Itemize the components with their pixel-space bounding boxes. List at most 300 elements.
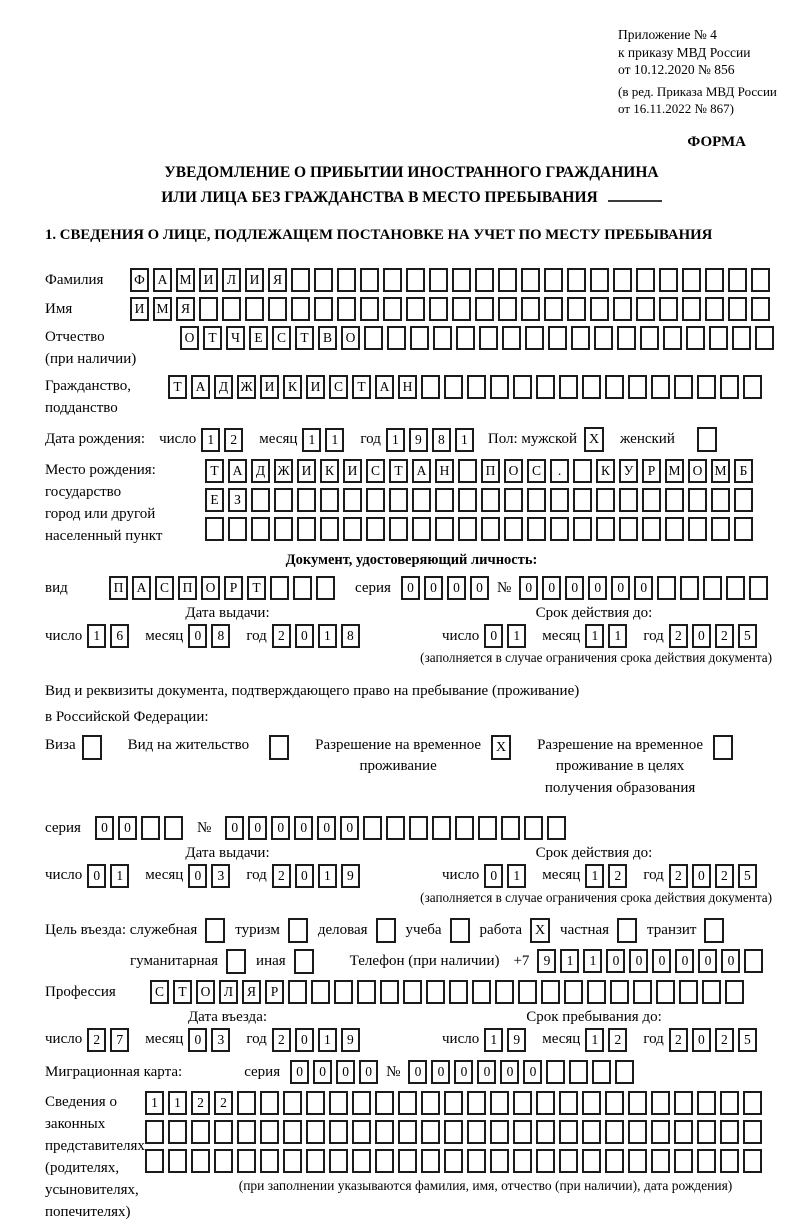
- char-cell[interactable]: [743, 1091, 762, 1115]
- birth-day-cells[interactable]: [201, 428, 247, 452]
- char-cell[interactable]: 1: [318, 864, 337, 888]
- representatives-row2-cells[interactable]: [145, 1120, 766, 1144]
- doc-issue-month-cells[interactable]: [188, 624, 234, 648]
- char-cell[interactable]: [697, 1120, 716, 1144]
- char-cell[interactable]: [628, 1120, 647, 1144]
- char-cell[interactable]: [619, 488, 638, 512]
- char-cell[interactable]: [659, 297, 678, 321]
- char-cell[interactable]: [513, 1149, 532, 1173]
- doc-issue-day-cells[interactable]: [87, 624, 133, 648]
- char-cell[interactable]: Я: [268, 268, 287, 292]
- char-cell[interactable]: [306, 1149, 325, 1173]
- char-cell[interactable]: 0: [692, 864, 711, 888]
- birth-year-cells[interactable]: [386, 428, 478, 452]
- char-cell[interactable]: 1: [318, 1028, 337, 1052]
- char-cell[interactable]: [251, 488, 270, 512]
- char-cell[interactable]: [559, 375, 578, 399]
- char-cell[interactable]: [481, 488, 500, 512]
- char-cell[interactable]: 0: [606, 949, 625, 973]
- char-cell[interactable]: [596, 517, 615, 541]
- char-cell[interactable]: О: [341, 326, 360, 350]
- char-cell[interactable]: [559, 1120, 578, 1144]
- char-cell[interactable]: [573, 488, 592, 512]
- char-cell[interactable]: [518, 980, 537, 1004]
- char-cell[interactable]: 1: [507, 864, 526, 888]
- char-cell[interactable]: [726, 576, 745, 600]
- representatives-row3-cells[interactable]: [145, 1149, 766, 1173]
- char-cell[interactable]: 6: [110, 624, 129, 648]
- char-cell[interactable]: [475, 268, 494, 292]
- char-cell[interactable]: [628, 375, 647, 399]
- char-cell[interactable]: [501, 816, 520, 840]
- char-cell[interactable]: М: [665, 459, 684, 483]
- char-cell[interactable]: [306, 1091, 325, 1115]
- char-cell[interactable]: М: [153, 297, 172, 321]
- char-cell[interactable]: [590, 297, 609, 321]
- citizenship-cells[interactable]: [168, 375, 766, 399]
- char-cell[interactable]: [582, 1149, 601, 1173]
- char-cell[interactable]: Е: [205, 488, 224, 512]
- char-cell[interactable]: П: [481, 459, 500, 483]
- char-cell[interactable]: 2: [669, 624, 688, 648]
- char-cell[interactable]: 0: [484, 864, 503, 888]
- char-cell[interactable]: [674, 1120, 693, 1144]
- char-cell[interactable]: [329, 1091, 348, 1115]
- surname-cells[interactable]: [130, 268, 774, 292]
- char-cell[interactable]: [590, 268, 609, 292]
- char-cell[interactable]: [504, 488, 523, 512]
- char-cell[interactable]: [449, 980, 468, 1004]
- patronymic-cells[interactable]: [180, 326, 778, 350]
- char-cell[interactable]: 1: [560, 949, 579, 973]
- char-cell[interactable]: [663, 326, 682, 350]
- char-cell[interactable]: У: [619, 459, 638, 483]
- char-cell[interactable]: 2: [669, 1028, 688, 1052]
- char-cell[interactable]: [573, 459, 592, 483]
- char-cell[interactable]: [525, 326, 544, 350]
- char-cell[interactable]: Т: [205, 459, 224, 483]
- char-cell[interactable]: [228, 517, 247, 541]
- char-cell[interactable]: [613, 268, 632, 292]
- char-cell[interactable]: [329, 1149, 348, 1173]
- char-cell[interactable]: [521, 297, 540, 321]
- char-cell[interactable]: П: [178, 576, 197, 600]
- char-cell[interactable]: [728, 297, 747, 321]
- char-cell[interactable]: 0: [470, 576, 489, 600]
- char-cell[interactable]: [702, 980, 721, 1004]
- residence-number-cells[interactable]: [225, 816, 570, 840]
- char-cell[interactable]: [403, 980, 422, 1004]
- char-cell[interactable]: А: [191, 375, 210, 399]
- char-cell[interactable]: [605, 1149, 624, 1173]
- char-cell[interactable]: [288, 980, 307, 1004]
- char-cell[interactable]: [504, 517, 523, 541]
- char-cell[interactable]: 0: [484, 624, 503, 648]
- char-cell[interactable]: 0: [225, 816, 244, 840]
- char-cell[interactable]: [490, 1120, 509, 1144]
- char-cell[interactable]: А: [375, 375, 394, 399]
- char-cell[interactable]: [314, 297, 333, 321]
- residence-expiry-year-cells[interactable]: [669, 864, 761, 888]
- purpose-private-checkbox[interactable]: [617, 918, 637, 943]
- char-cell[interactable]: [444, 1091, 463, 1115]
- char-cell[interactable]: [734, 517, 753, 541]
- char-cell[interactable]: 1: [318, 624, 337, 648]
- char-cell[interactable]: 2: [191, 1091, 210, 1115]
- char-cell[interactable]: С: [150, 980, 169, 1004]
- char-cell[interactable]: [412, 517, 431, 541]
- purpose-work-checkbox[interactable]: X: [530, 918, 550, 943]
- char-cell[interactable]: [613, 297, 632, 321]
- char-cell[interactable]: [432, 816, 451, 840]
- char-cell[interactable]: 0: [634, 576, 653, 600]
- char-cell[interactable]: [410, 326, 429, 350]
- residence-issue-month-cells[interactable]: [188, 864, 234, 888]
- char-cell[interactable]: И: [297, 459, 316, 483]
- char-cell[interactable]: 0: [500, 1060, 519, 1084]
- char-cell[interactable]: [421, 1149, 440, 1173]
- char-cell[interactable]: [567, 297, 586, 321]
- char-cell[interactable]: 9: [507, 1028, 526, 1052]
- char-cell[interactable]: [357, 980, 376, 1004]
- char-cell[interactable]: И: [260, 375, 279, 399]
- char-cell[interactable]: [732, 326, 751, 350]
- char-cell[interactable]: [472, 980, 491, 1004]
- char-cell[interactable]: [389, 517, 408, 541]
- char-cell[interactable]: [665, 488, 684, 512]
- char-cell[interactable]: [633, 980, 652, 1004]
- char-cell[interactable]: [720, 1091, 739, 1115]
- char-cell[interactable]: [651, 1091, 670, 1115]
- char-cell[interactable]: [682, 297, 701, 321]
- stay-month-cells[interactable]: [585, 1028, 631, 1052]
- char-cell[interactable]: 9: [341, 864, 360, 888]
- char-cell[interactable]: 0: [294, 816, 313, 840]
- char-cell[interactable]: [544, 268, 563, 292]
- entry-day-cells[interactable]: [87, 1028, 133, 1052]
- char-cell[interactable]: [283, 1120, 302, 1144]
- birthplace-row1-cells[interactable]: [205, 459, 757, 483]
- char-cell[interactable]: [636, 297, 655, 321]
- char-cell[interactable]: 0: [290, 1060, 309, 1084]
- char-cell[interactable]: 1: [201, 428, 220, 452]
- char-cell[interactable]: С: [155, 576, 174, 600]
- char-cell[interactable]: [237, 1149, 256, 1173]
- char-cell[interactable]: [548, 326, 567, 350]
- char-cell[interactable]: Ч: [226, 326, 245, 350]
- char-cell[interactable]: [293, 576, 312, 600]
- char-cell[interactable]: 7: [110, 1028, 129, 1052]
- char-cell[interactable]: [435, 488, 454, 512]
- char-cell[interactable]: [490, 375, 509, 399]
- char-cell[interactable]: О: [504, 459, 523, 483]
- char-cell[interactable]: [550, 488, 569, 512]
- char-cell[interactable]: [720, 1149, 739, 1173]
- char-cell[interactable]: [513, 1091, 532, 1115]
- char-cell[interactable]: 2: [214, 1091, 233, 1115]
- char-cell[interactable]: [352, 1149, 371, 1173]
- char-cell[interactable]: С: [272, 326, 291, 350]
- char-cell[interactable]: [656, 980, 675, 1004]
- char-cell[interactable]: К: [596, 459, 615, 483]
- char-cell[interactable]: [352, 1120, 371, 1144]
- residence-issue-day-cells[interactable]: [87, 864, 133, 888]
- char-cell[interactable]: 1: [484, 1028, 503, 1052]
- char-cell[interactable]: [311, 980, 330, 1004]
- char-cell[interactable]: [628, 1149, 647, 1173]
- char-cell[interactable]: [697, 1149, 716, 1173]
- char-cell[interactable]: [199, 297, 218, 321]
- char-cell[interactable]: [168, 1120, 187, 1144]
- char-cell[interactable]: Р: [224, 576, 243, 600]
- char-cell[interactable]: 1: [325, 428, 344, 452]
- char-cell[interactable]: [314, 268, 333, 292]
- char-cell[interactable]: [751, 268, 770, 292]
- char-cell[interactable]: [191, 1149, 210, 1173]
- char-cell[interactable]: [546, 1060, 565, 1084]
- char-cell[interactable]: [541, 980, 560, 1004]
- char-cell[interactable]: 1: [585, 624, 604, 648]
- char-cell[interactable]: [452, 297, 471, 321]
- char-cell[interactable]: Т: [389, 459, 408, 483]
- char-cell[interactable]: [398, 1149, 417, 1173]
- char-cell[interactable]: Ф: [130, 268, 149, 292]
- doc-expiry-year-cells[interactable]: [669, 624, 761, 648]
- char-cell[interactable]: [502, 326, 521, 350]
- char-cell[interactable]: [421, 1120, 440, 1144]
- char-cell[interactable]: [478, 816, 497, 840]
- char-cell[interactable]: Ж: [274, 459, 293, 483]
- char-cell[interactable]: [524, 816, 543, 840]
- char-cell[interactable]: [571, 326, 590, 350]
- char-cell[interactable]: 0: [454, 1060, 473, 1084]
- char-cell[interactable]: 0: [295, 1028, 314, 1052]
- char-cell[interactable]: 2: [272, 864, 291, 888]
- char-cell[interactable]: [191, 1120, 210, 1144]
- doc-number-cells[interactable]: [519, 576, 772, 600]
- char-cell[interactable]: Т: [168, 375, 187, 399]
- stay-year-cells[interactable]: [669, 1028, 761, 1052]
- entry-year-cells[interactable]: [272, 1028, 364, 1052]
- char-cell[interactable]: [274, 517, 293, 541]
- char-cell[interactable]: О: [201, 576, 220, 600]
- char-cell[interactable]: [145, 1120, 164, 1144]
- char-cell[interactable]: С: [527, 459, 546, 483]
- char-cell[interactable]: Т: [295, 326, 314, 350]
- char-cell[interactable]: 1: [585, 864, 604, 888]
- char-cell[interactable]: [513, 1120, 532, 1144]
- purpose-other-checkbox[interactable]: [294, 949, 314, 974]
- birthplace-row3-cells[interactable]: [205, 517, 757, 541]
- char-cell[interactable]: [536, 1091, 555, 1115]
- char-cell[interactable]: [536, 1120, 555, 1144]
- char-cell[interactable]: [421, 375, 440, 399]
- char-cell[interactable]: Р: [642, 459, 661, 483]
- char-cell[interactable]: [709, 326, 728, 350]
- char-cell[interactable]: [679, 980, 698, 1004]
- char-cell[interactable]: [697, 1091, 716, 1115]
- gender-male-checkbox[interactable]: X: [584, 427, 604, 452]
- char-cell[interactable]: [433, 326, 452, 350]
- char-cell[interactable]: И: [245, 268, 264, 292]
- char-cell[interactable]: 0: [692, 624, 711, 648]
- char-cell[interactable]: 0: [359, 1060, 378, 1084]
- char-cell[interactable]: 1: [585, 1028, 604, 1052]
- char-cell[interactable]: 1: [87, 624, 106, 648]
- char-cell[interactable]: [237, 1091, 256, 1115]
- residence-expiry-day-cells[interactable]: [484, 864, 530, 888]
- char-cell[interactable]: [711, 517, 730, 541]
- edu-permit-checkbox[interactable]: [713, 735, 733, 760]
- char-cell[interactable]: [688, 517, 707, 541]
- char-cell[interactable]: [141, 816, 160, 840]
- char-cell[interactable]: [490, 1091, 509, 1115]
- char-cell[interactable]: [569, 1060, 588, 1084]
- char-cell[interactable]: [527, 488, 546, 512]
- purpose-business-checkbox[interactable]: [376, 918, 396, 943]
- char-cell[interactable]: 2: [272, 624, 291, 648]
- char-cell[interactable]: [205, 517, 224, 541]
- char-cell[interactable]: [674, 1091, 693, 1115]
- char-cell[interactable]: [743, 1149, 762, 1173]
- char-cell[interactable]: [705, 297, 724, 321]
- char-cell[interactable]: 0: [248, 816, 267, 840]
- char-cell[interactable]: [435, 517, 454, 541]
- char-cell[interactable]: [751, 297, 770, 321]
- char-cell[interactable]: К: [283, 375, 302, 399]
- char-cell[interactable]: .: [550, 459, 569, 483]
- char-cell[interactable]: Т: [352, 375, 371, 399]
- char-cell[interactable]: [550, 517, 569, 541]
- char-cell[interactable]: [615, 1060, 634, 1084]
- char-cell[interactable]: [389, 488, 408, 512]
- char-cell[interactable]: 0: [340, 816, 359, 840]
- char-cell[interactable]: [734, 488, 753, 512]
- char-cell[interactable]: 0: [295, 864, 314, 888]
- given-name-cells[interactable]: [130, 297, 774, 321]
- char-cell[interactable]: [490, 1149, 509, 1173]
- char-cell[interactable]: [688, 488, 707, 512]
- residence-expiry-month-cells[interactable]: [585, 864, 631, 888]
- char-cell[interactable]: [260, 1091, 279, 1115]
- char-cell[interactable]: [567, 268, 586, 292]
- char-cell[interactable]: Я: [242, 980, 261, 1004]
- char-cell[interactable]: [291, 268, 310, 292]
- migration-series-cells[interactable]: [290, 1060, 382, 1084]
- char-cell[interactable]: [375, 1091, 394, 1115]
- char-cell[interactable]: 0: [188, 864, 207, 888]
- char-cell[interactable]: 2: [87, 1028, 106, 1052]
- char-cell[interactable]: [316, 576, 335, 600]
- char-cell[interactable]: [291, 297, 310, 321]
- char-cell[interactable]: [421, 1091, 440, 1115]
- char-cell[interactable]: [651, 375, 670, 399]
- char-cell[interactable]: К: [320, 459, 339, 483]
- char-cell[interactable]: 0: [188, 624, 207, 648]
- char-cell[interactable]: 0: [542, 576, 561, 600]
- char-cell[interactable]: 3: [211, 1028, 230, 1052]
- char-cell[interactable]: [605, 375, 624, 399]
- char-cell[interactable]: О: [180, 326, 199, 350]
- char-cell[interactable]: [145, 1149, 164, 1173]
- gender-female-checkbox[interactable]: [697, 427, 717, 452]
- char-cell[interactable]: [605, 1120, 624, 1144]
- char-cell[interactable]: 2: [608, 864, 627, 888]
- char-cell[interactable]: 9: [341, 1028, 360, 1052]
- char-cell[interactable]: [306, 1120, 325, 1144]
- char-cell[interactable]: [498, 297, 517, 321]
- char-cell[interactable]: 1: [583, 949, 602, 973]
- char-cell[interactable]: [268, 297, 287, 321]
- char-cell[interactable]: [398, 1091, 417, 1115]
- char-cell[interactable]: [674, 1149, 693, 1173]
- char-cell[interactable]: [743, 375, 762, 399]
- char-cell[interactable]: 2: [715, 864, 734, 888]
- char-cell[interactable]: [513, 375, 532, 399]
- doc-expiry-month-cells[interactable]: [585, 624, 631, 648]
- char-cell[interactable]: [458, 517, 477, 541]
- char-cell[interactable]: [337, 297, 356, 321]
- char-cell[interactable]: [547, 816, 566, 840]
- char-cell[interactable]: [703, 576, 722, 600]
- char-cell[interactable]: [409, 816, 428, 840]
- char-cell[interactable]: 5: [738, 624, 757, 648]
- char-cell[interactable]: И: [130, 297, 149, 321]
- char-cell[interactable]: [479, 326, 498, 350]
- char-cell[interactable]: [283, 1149, 302, 1173]
- char-cell[interactable]: 1: [302, 428, 321, 452]
- char-cell[interactable]: И: [343, 459, 362, 483]
- char-cell[interactable]: [444, 375, 463, 399]
- phone-cells[interactable]: [537, 949, 767, 973]
- char-cell[interactable]: [426, 980, 445, 1004]
- char-cell[interactable]: [686, 326, 705, 350]
- char-cell[interactable]: [665, 517, 684, 541]
- char-cell[interactable]: 1: [608, 624, 627, 648]
- char-cell[interactable]: Т: [247, 576, 266, 600]
- char-cell[interactable]: 0: [295, 624, 314, 648]
- char-cell[interactable]: [749, 576, 768, 600]
- char-cell[interactable]: 0: [447, 576, 466, 600]
- char-cell[interactable]: [610, 980, 629, 1004]
- residence-permit-checkbox[interactable]: [269, 735, 289, 760]
- char-cell[interactable]: [743, 1120, 762, 1144]
- char-cell[interactable]: [617, 326, 636, 350]
- char-cell[interactable]: 0: [629, 949, 648, 973]
- char-cell[interactable]: [456, 326, 475, 350]
- char-cell[interactable]: 2: [608, 1028, 627, 1052]
- char-cell[interactable]: [628, 1091, 647, 1115]
- char-cell[interactable]: Н: [435, 459, 454, 483]
- char-cell[interactable]: 2: [224, 428, 243, 452]
- char-cell[interactable]: 0: [692, 1028, 711, 1052]
- char-cell[interactable]: А: [132, 576, 151, 600]
- char-cell[interactable]: Н: [398, 375, 417, 399]
- char-cell[interactable]: 8: [341, 624, 360, 648]
- char-cell[interactable]: Я: [176, 297, 195, 321]
- char-cell[interactable]: [343, 488, 362, 512]
- char-cell[interactable]: [680, 576, 699, 600]
- char-cell[interactable]: [619, 517, 638, 541]
- char-cell[interactable]: [725, 980, 744, 1004]
- profession-cells[interactable]: [150, 980, 748, 1004]
- char-cell[interactable]: [168, 1149, 187, 1173]
- char-cell[interactable]: Л: [222, 268, 241, 292]
- char-cell[interactable]: [260, 1149, 279, 1173]
- char-cell[interactable]: Р: [265, 980, 284, 1004]
- char-cell[interactable]: А: [412, 459, 431, 483]
- char-cell[interactable]: [592, 1060, 611, 1084]
